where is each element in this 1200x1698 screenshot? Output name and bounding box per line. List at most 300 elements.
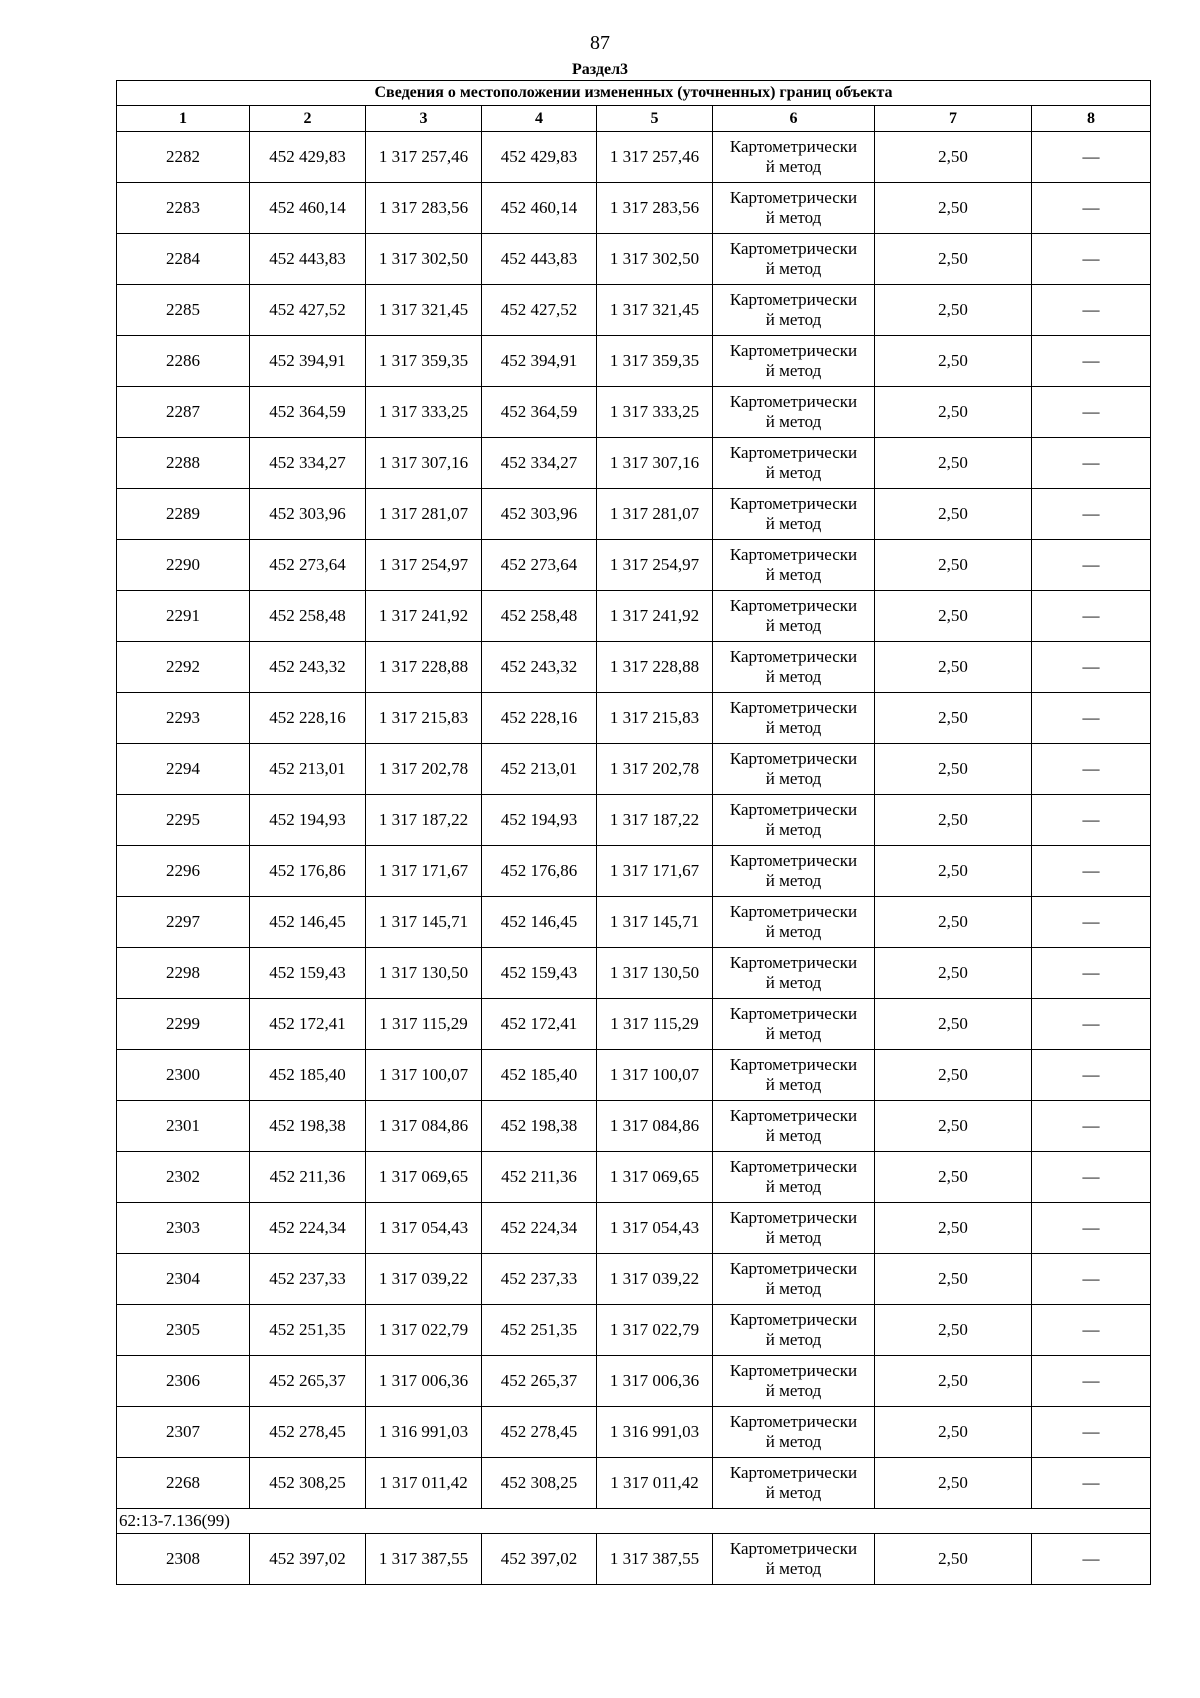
method-cell [713, 183, 875, 234]
group-label: 62:13-7.136(99) [117, 1509, 1151, 1534]
y-new-cell: 1 317 202,78 [597, 744, 713, 795]
note-cell: — [1032, 438, 1151, 489]
method-cell [713, 1458, 875, 1509]
method-cell [713, 1356, 875, 1407]
table-row [117, 1305, 1151, 1356]
table-row [117, 1203, 1151, 1254]
accuracy-cell: 2,50 [875, 591, 1032, 642]
x-existing-cell: 452 427,52 [250, 285, 366, 336]
point-number-cell: 2295 [117, 795, 250, 846]
x-existing-cell: 452 194,93 [250, 795, 366, 846]
y-new-cell: 1 317 333,25 [597, 387, 713, 438]
x-existing-cell: 452 394,91 [250, 336, 366, 387]
x-existing-cell: 452 265,37 [250, 1356, 366, 1407]
table-row [117, 132, 1151, 183]
y-existing-cell: 1 317 006,36 [366, 1356, 482, 1407]
method-line-2: й метод [765, 616, 822, 635]
method-cell [713, 1305, 875, 1356]
x-existing-cell: 452 228,16 [250, 693, 366, 744]
y-existing-cell: 1 317 187,22 [366, 795, 482, 846]
method-line-1: Картометрически [729, 851, 858, 870]
table-row [117, 591, 1151, 642]
method-line-2: й метод [765, 820, 822, 839]
method-cell [713, 948, 875, 999]
accuracy-cell: 2,50 [875, 1203, 1032, 1254]
point-number-cell: 2302 [117, 1152, 250, 1203]
x-existing-cell: 452 273,64 [250, 540, 366, 591]
accuracy-cell: 2,50 [875, 1101, 1032, 1152]
table-caption: Сведения о местоположении измененных (уточненных) границ объекта [117, 81, 1151, 106]
column-number: 1 [117, 106, 250, 132]
note-cell: — [1032, 489, 1151, 540]
point-number-cell: 2293 [117, 693, 250, 744]
method-line-2: й метод [765, 1279, 822, 1298]
accuracy-cell: 2,50 [875, 795, 1032, 846]
note-cell: — [1032, 744, 1151, 795]
point-number-cell: 2285 [117, 285, 250, 336]
x-existing-cell: 452 176,86 [250, 846, 366, 897]
x-new-cell: 452 443,83 [482, 234, 597, 285]
y-existing-cell: 1 317 387,55 [366, 1534, 482, 1585]
y-existing-cell: 1 317 130,50 [366, 948, 482, 999]
x-new-cell: 452 237,33 [482, 1254, 597, 1305]
method-cell [713, 693, 875, 744]
y-existing-cell: 1 317 039,22 [366, 1254, 482, 1305]
x-existing-cell: 452 251,35 [250, 1305, 366, 1356]
y-new-cell: 1 317 006,36 [597, 1356, 713, 1407]
x-existing-cell: 452 185,40 [250, 1050, 366, 1101]
x-existing-cell: 452 397,02 [250, 1534, 366, 1585]
accuracy-cell: 2,50 [875, 1254, 1032, 1305]
y-existing-cell: 1 317 241,92 [366, 591, 482, 642]
x-existing-cell: 452 213,01 [250, 744, 366, 795]
x-existing-cell: 452 364,59 [250, 387, 366, 438]
method-cell [713, 1534, 875, 1585]
method-line-2: й метод [765, 157, 822, 176]
x-new-cell: 452 429,83 [482, 132, 597, 183]
method-line-2: й метод [765, 565, 822, 584]
method-line-2: й метод [765, 1559, 822, 1578]
x-new-cell: 452 185,40 [482, 1050, 597, 1101]
y-new-cell: 1 317 069,65 [597, 1152, 713, 1203]
accuracy-cell: 2,50 [875, 693, 1032, 744]
y-existing-cell: 1 317 011,42 [366, 1458, 482, 1509]
column-number: 5 [597, 106, 713, 132]
method-line-2: й метод [765, 1228, 822, 1247]
method-cell [713, 132, 875, 183]
y-existing-cell: 1 317 333,25 [366, 387, 482, 438]
accuracy-cell: 2,50 [875, 1534, 1032, 1585]
y-new-cell: 1 317 359,35 [597, 336, 713, 387]
method-line-1: Картометрически [729, 749, 858, 768]
point-number-cell: 2294 [117, 744, 250, 795]
point-number-cell: 2308 [117, 1534, 250, 1585]
method-line-1: Картометрически [729, 494, 858, 513]
note-cell: — [1032, 1152, 1151, 1203]
method-line-1: Картометрически [729, 1055, 858, 1074]
x-new-cell: 452 251,35 [482, 1305, 597, 1356]
y-existing-cell: 1 317 054,43 [366, 1203, 482, 1254]
y-new-cell: 1 317 084,86 [597, 1101, 713, 1152]
note-cell: — [1032, 387, 1151, 438]
x-existing-cell: 452 308,25 [250, 1458, 366, 1509]
note-cell: — [1032, 1203, 1151, 1254]
y-existing-cell: 1 317 171,67 [366, 846, 482, 897]
x-existing-cell: 452 258,48 [250, 591, 366, 642]
accuracy-cell: 2,50 [875, 234, 1032, 285]
method-cell [713, 387, 875, 438]
accuracy-cell: 2,50 [875, 1458, 1032, 1509]
x-new-cell: 452 213,01 [482, 744, 597, 795]
method-line-2: й метод [765, 463, 822, 482]
point-number-cell: 2306 [117, 1356, 250, 1407]
table-row [117, 693, 1151, 744]
y-new-cell: 1 317 283,56 [597, 183, 713, 234]
method-line-1: Картометрически [729, 1361, 858, 1380]
method-line-1: Картометрически [729, 596, 858, 615]
accuracy-cell: 2,50 [875, 1356, 1032, 1407]
method-line-1: Картометрически [729, 1463, 858, 1482]
method-cell [713, 744, 875, 795]
method-line-1: Картометрически [729, 188, 858, 207]
point-number-cell: 2292 [117, 642, 250, 693]
table-row [117, 285, 1151, 336]
method-line-2: й метод [765, 259, 822, 278]
y-new-cell: 1 317 130,50 [597, 948, 713, 999]
accuracy-cell: 2,50 [875, 744, 1032, 795]
note-cell: — [1032, 234, 1151, 285]
y-new-cell: 1 317 321,45 [597, 285, 713, 336]
method-line-1: Картометрически [729, 1412, 858, 1431]
point-number-cell: 2304 [117, 1254, 250, 1305]
x-new-cell: 452 397,02 [482, 1534, 597, 1585]
method-line-2: й метод [765, 1483, 822, 1502]
table-row [117, 1534, 1151, 1585]
method-line-1: Картометрически [729, 1539, 858, 1558]
method-cell [713, 897, 875, 948]
y-new-cell: 1 317 228,88 [597, 642, 713, 693]
method-cell [713, 540, 875, 591]
table-row [117, 1356, 1151, 1407]
method-cell [713, 234, 875, 285]
x-new-cell: 452 427,52 [482, 285, 597, 336]
y-existing-cell: 1 317 100,07 [366, 1050, 482, 1101]
point-number-cell: 2289 [117, 489, 250, 540]
x-new-cell: 452 211,36 [482, 1152, 597, 1203]
column-number: 8 [1032, 106, 1151, 132]
y-new-cell: 1 317 115,29 [597, 999, 713, 1050]
table-row [117, 1458, 1151, 1509]
method-cell [713, 642, 875, 693]
y-new-cell: 1 317 257,46 [597, 132, 713, 183]
method-line-1: Картометрически [729, 392, 858, 411]
method-line-2: й метод [765, 871, 822, 890]
method-line-1: Картометрически [729, 137, 858, 156]
method-line-2: й метод [765, 412, 822, 431]
y-existing-cell: 1 317 022,79 [366, 1305, 482, 1356]
method-cell [713, 1254, 875, 1305]
point-number-cell: 2268 [117, 1458, 250, 1509]
accuracy-cell: 2,50 [875, 1407, 1032, 1458]
y-new-cell: 1 317 100,07 [597, 1050, 713, 1101]
point-number-cell: 2298 [117, 948, 250, 999]
point-number-cell: 2287 [117, 387, 250, 438]
x-existing-cell: 452 443,83 [250, 234, 366, 285]
point-number-cell: 2284 [117, 234, 250, 285]
note-cell: — [1032, 591, 1151, 642]
x-new-cell: 452 394,91 [482, 336, 597, 387]
note-cell: — [1032, 846, 1151, 897]
method-cell [713, 336, 875, 387]
table-row [117, 336, 1151, 387]
y-new-cell: 1 317 302,50 [597, 234, 713, 285]
x-existing-cell: 452 334,27 [250, 438, 366, 489]
accuracy-cell: 2,50 [875, 540, 1032, 591]
note-cell: — [1032, 999, 1151, 1050]
point-number-cell: 2301 [117, 1101, 250, 1152]
y-existing-cell: 1 317 069,65 [366, 1152, 482, 1203]
y-existing-cell: 1 317 254,97 [366, 540, 482, 591]
y-existing-cell: 1 316 991,03 [366, 1407, 482, 1458]
y-existing-cell: 1 317 084,86 [366, 1101, 482, 1152]
method-line-2: й метод [765, 1330, 822, 1349]
accuracy-cell: 2,50 [875, 285, 1032, 336]
y-existing-cell: 1 317 115,29 [366, 999, 482, 1050]
note-cell: — [1032, 132, 1151, 183]
point-number-cell: 2299 [117, 999, 250, 1050]
note-cell: — [1032, 1101, 1151, 1152]
y-existing-cell: 1 317 257,46 [366, 132, 482, 183]
accuracy-cell: 2,50 [875, 183, 1032, 234]
accuracy-cell: 2,50 [875, 999, 1032, 1050]
x-new-cell: 452 303,96 [482, 489, 597, 540]
x-existing-cell: 452 211,36 [250, 1152, 366, 1203]
y-existing-cell: 1 317 283,56 [366, 183, 482, 234]
point-number-cell: 2282 [117, 132, 250, 183]
y-existing-cell: 1 317 145,71 [366, 897, 482, 948]
method-line-2: й метод [765, 1381, 822, 1400]
table-row [117, 999, 1151, 1050]
point-number-cell: 2297 [117, 897, 250, 948]
x-existing-cell: 452 237,33 [250, 1254, 366, 1305]
method-line-1: Картометрически [729, 341, 858, 360]
note-cell: — [1032, 1254, 1151, 1305]
x-new-cell: 452 198,38 [482, 1101, 597, 1152]
table-row [117, 438, 1151, 489]
method-cell [713, 438, 875, 489]
method-line-1: Картометрически [729, 290, 858, 309]
accuracy-cell: 2,50 [875, 1305, 1032, 1356]
table-row [117, 540, 1151, 591]
note-cell: — [1032, 183, 1151, 234]
note-cell: — [1032, 336, 1151, 387]
y-existing-cell: 1 317 302,50 [366, 234, 482, 285]
x-new-cell: 452 460,14 [482, 183, 597, 234]
point-number-cell: 2303 [117, 1203, 250, 1254]
y-new-cell: 1 317 241,92 [597, 591, 713, 642]
point-number-cell: 2291 [117, 591, 250, 642]
table-row [117, 387, 1151, 438]
note-cell: — [1032, 1534, 1151, 1585]
table-row [117, 1050, 1151, 1101]
table-row [117, 795, 1151, 846]
method-line-2: й метод [765, 310, 822, 329]
accuracy-cell: 2,50 [875, 948, 1032, 999]
y-new-cell: 1 317 039,22 [597, 1254, 713, 1305]
note-cell: — [1032, 1458, 1151, 1509]
accuracy-cell: 2,50 [875, 846, 1032, 897]
boundary-table [116, 80, 1151, 1585]
x-new-cell: 452 172,41 [482, 999, 597, 1050]
x-existing-cell: 452 303,96 [250, 489, 366, 540]
x-existing-cell: 452 198,38 [250, 1101, 366, 1152]
table-row [117, 948, 1151, 999]
method-cell [713, 1101, 875, 1152]
method-line-1: Картометрически [729, 1208, 858, 1227]
method-line-2: й метод [765, 1024, 822, 1043]
point-number-cell: 2288 [117, 438, 250, 489]
y-existing-cell: 1 317 281,07 [366, 489, 482, 540]
method-cell [713, 489, 875, 540]
method-cell [713, 999, 875, 1050]
y-existing-cell: 1 317 359,35 [366, 336, 482, 387]
accuracy-cell: 2,50 [875, 387, 1032, 438]
note-cell: — [1032, 897, 1151, 948]
accuracy-cell: 2,50 [875, 132, 1032, 183]
y-new-cell: 1 316 991,03 [597, 1407, 713, 1458]
x-existing-cell: 452 243,32 [250, 642, 366, 693]
method-line-1: Картометрически [729, 1157, 858, 1176]
y-new-cell: 1 317 187,22 [597, 795, 713, 846]
table-row [117, 183, 1151, 234]
y-new-cell: 1 317 307,16 [597, 438, 713, 489]
x-new-cell: 452 278,45 [482, 1407, 597, 1458]
note-cell: — [1032, 540, 1151, 591]
page-number: 87 [590, 32, 610, 54]
note-cell: — [1032, 285, 1151, 336]
x-existing-cell: 452 146,45 [250, 897, 366, 948]
x-new-cell: 452 228,16 [482, 693, 597, 744]
x-existing-cell: 452 172,41 [250, 999, 366, 1050]
accuracy-cell: 2,50 [875, 438, 1032, 489]
accuracy-cell: 2,50 [875, 336, 1032, 387]
y-new-cell: 1 317 022,79 [597, 1305, 713, 1356]
method-line-1: Картометрически [729, 1004, 858, 1023]
x-new-cell: 452 159,43 [482, 948, 597, 999]
note-cell: — [1032, 1050, 1151, 1101]
method-line-1: Картометрически [729, 800, 858, 819]
note-cell: — [1032, 693, 1151, 744]
point-number-cell: 2286 [117, 336, 250, 387]
y-new-cell: 1 317 254,97 [597, 540, 713, 591]
column-number: 2 [250, 106, 366, 132]
method-line-2: й метод [765, 718, 822, 737]
point-number-cell: 2290 [117, 540, 250, 591]
x-new-cell: 452 243,32 [482, 642, 597, 693]
method-cell [713, 591, 875, 642]
method-line-1: Картометрически [729, 1106, 858, 1125]
method-line-1: Картометрически [729, 953, 858, 972]
accuracy-cell: 2,50 [875, 642, 1032, 693]
x-new-cell: 452 224,34 [482, 1203, 597, 1254]
method-line-2: й метод [765, 1075, 822, 1094]
method-line-2: й метод [765, 769, 822, 788]
point-number-cell: 2305 [117, 1305, 250, 1356]
method-line-1: Картометрически [729, 647, 858, 666]
method-cell [713, 846, 875, 897]
y-new-cell: 1 317 215,83 [597, 693, 713, 744]
y-existing-cell: 1 317 321,45 [366, 285, 482, 336]
note-cell: — [1032, 795, 1151, 846]
table-body [117, 81, 1151, 1585]
x-new-cell: 452 176,86 [482, 846, 597, 897]
y-new-cell: 1 317 387,55 [597, 1534, 713, 1585]
accuracy-cell: 2,50 [875, 1152, 1032, 1203]
method-line-2: й метод [765, 514, 822, 533]
table-row [117, 642, 1151, 693]
method-cell [713, 1203, 875, 1254]
x-existing-cell: 452 224,34 [250, 1203, 366, 1254]
method-line-2: й метод [765, 208, 822, 227]
method-line-1: Картометрически [729, 902, 858, 921]
method-line-2: й метод [765, 667, 822, 686]
column-number: 4 [482, 106, 597, 132]
table-caption-row [117, 81, 1151, 106]
x-existing-cell: 452 460,14 [250, 183, 366, 234]
method-cell [713, 1050, 875, 1101]
y-existing-cell: 1 317 202,78 [366, 744, 482, 795]
point-number-cell: 2307 [117, 1407, 250, 1458]
table-row [117, 1101, 1151, 1152]
x-existing-cell: 452 429,83 [250, 132, 366, 183]
x-new-cell: 452 146,45 [482, 897, 597, 948]
x-new-cell: 452 334,27 [482, 438, 597, 489]
point-number-cell: 2300 [117, 1050, 250, 1101]
method-line-1: Картометрически [729, 1310, 858, 1329]
y-new-cell: 1 317 011,42 [597, 1458, 713, 1509]
y-new-cell: 1 317 145,71 [597, 897, 713, 948]
method-line-1: Картометрически [729, 698, 858, 717]
method-line-1: Картометрически [729, 443, 858, 462]
method-line-2: й метод [765, 1126, 822, 1145]
table-row [117, 846, 1151, 897]
y-new-cell: 1 317 171,67 [597, 846, 713, 897]
table-row [117, 1254, 1151, 1305]
note-cell: — [1032, 642, 1151, 693]
column-number: 6 [713, 106, 875, 132]
accuracy-cell: 2,50 [875, 1050, 1032, 1101]
method-cell [713, 795, 875, 846]
section-title: Раздел3 [571, 61, 629, 78]
table-row [117, 489, 1151, 540]
x-new-cell: 452 273,64 [482, 540, 597, 591]
point-number-cell: 2296 [117, 846, 250, 897]
method-cell [713, 285, 875, 336]
x-new-cell: 452 308,25 [482, 1458, 597, 1509]
x-new-cell: 452 265,37 [482, 1356, 597, 1407]
group-row [117, 1509, 1151, 1534]
method-cell [713, 1407, 875, 1458]
x-new-cell: 452 258,48 [482, 591, 597, 642]
table-row [117, 1407, 1151, 1458]
x-existing-cell: 452 159,43 [250, 948, 366, 999]
note-cell: — [1032, 1407, 1151, 1458]
note-cell: — [1032, 1305, 1151, 1356]
y-new-cell: 1 317 281,07 [597, 489, 713, 540]
accuracy-cell: 2,50 [875, 897, 1032, 948]
method-line-2: й метод [765, 361, 822, 380]
method-cell [713, 1152, 875, 1203]
